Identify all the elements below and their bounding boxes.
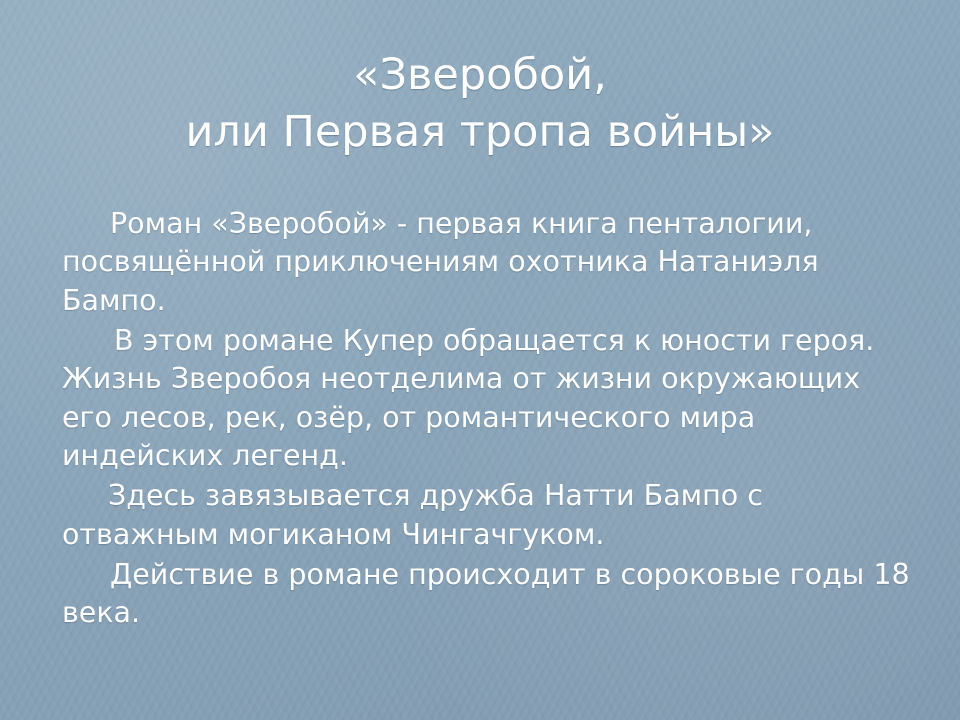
slide-title-line-2: или Первая тропа войны» xyxy=(185,107,775,158)
body-paragraph: Действие в романе происходит в сороковые годы 18 века. xyxy=(62,557,910,630)
slide-body xyxy=(62,205,912,635)
slide-title-line-1: «Зверобой, xyxy=(353,50,607,100)
slide-title xyxy=(70,47,890,161)
body-paragraph: Здесь завязывается дружба Натти Бампо с отважным могиканом Чингачгуком. xyxy=(62,479,763,551)
body-paragraph: В этом романе Купер обращается к юности героя. Жизнь Зверобоя неотделима от жизни окружающих его лесов, рек, озёр, от романтического мира индейских легенд. xyxy=(62,323,875,472)
body-paragraph: Роман «Зверобой» - первая книга пенталогии, посвящённой приключениям охотника Натаниэля Бампо. xyxy=(62,207,819,317)
